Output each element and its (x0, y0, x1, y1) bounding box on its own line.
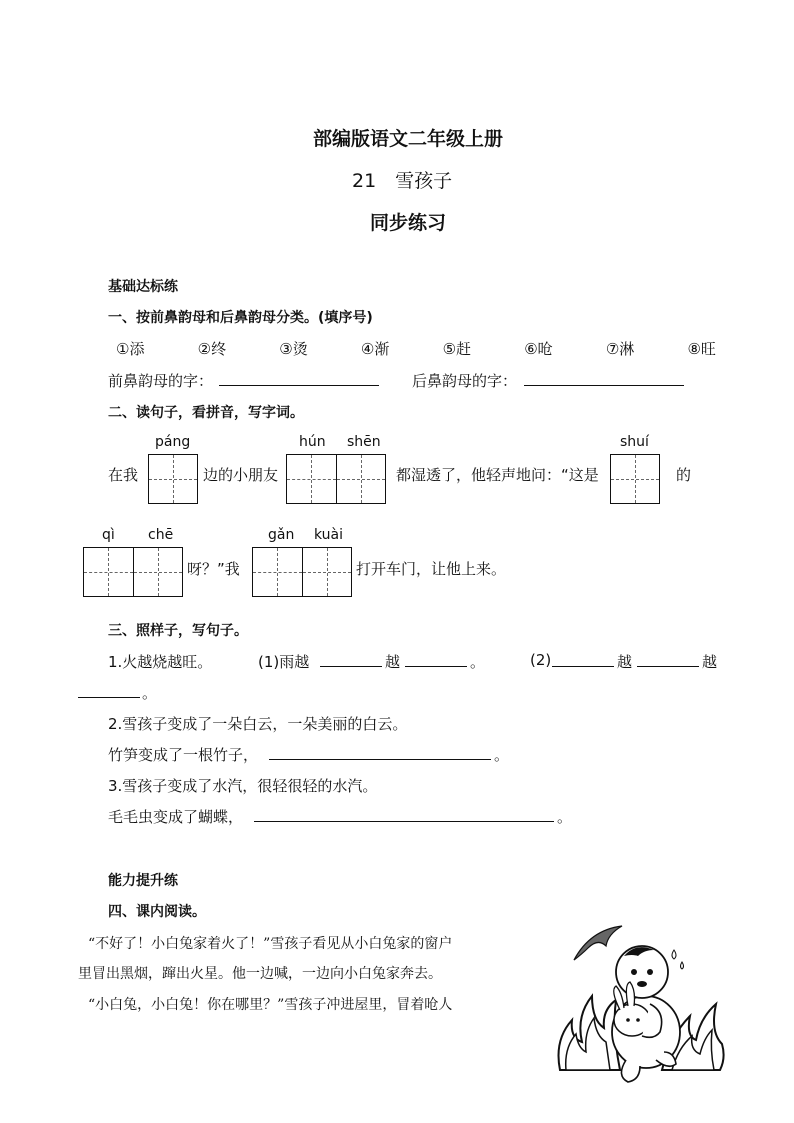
writing-grid-pang[interactable] (148, 454, 198, 504)
q3-item1-blank3[interactable] (552, 666, 614, 667)
q3-item1-part2c: 越 (702, 653, 718, 671)
q2-line1-text3: 都湿透了，他轻声地问：“这是 (396, 466, 599, 484)
q1-option: ②终 (197, 340, 227, 358)
q1-option: ⑥呛 (524, 340, 553, 358)
q3-item1-part2b: 越 (617, 653, 633, 671)
back-nasal-label: 后鼻韵母的字： (412, 372, 518, 390)
q3-item3-prompt: 毛毛虫变成了蝴蝶， (108, 808, 244, 826)
back-nasal-answer-line[interactable] (524, 385, 684, 386)
q3-item2-example: 2.雪孩子变成了一朵白云，一朵美丽的白云。 (108, 715, 408, 733)
pinyin-shui: shuí (620, 434, 649, 450)
q2-line1-text2: 边的小朋友 (203, 466, 279, 484)
q3-item3-end: 。 (557, 808, 573, 826)
q3-item1-blank1[interactable] (320, 666, 382, 667)
q1-option: ⑧旺 (687, 340, 716, 358)
q3-item2-prompt: 竹笋变成了一根竹子， (108, 746, 259, 764)
q3-item2-answer-line[interactable] (269, 759, 491, 760)
q1-option: ⑤赶 (442, 340, 472, 358)
writing-grid-shui[interactable] (610, 454, 660, 504)
pinyin-kuai: kuài (314, 527, 344, 543)
pinyin-pang: páng (155, 434, 191, 450)
q3-item1-end: 。 (142, 684, 158, 702)
pinyin-che: chē (148, 527, 174, 543)
q3-item1-example: 1.火越烧越旺。 (108, 653, 213, 671)
q2-line2-text2: 打开车门，让他上来。 (356, 560, 507, 578)
page-title: 部编版语文二年级上册 (313, 128, 504, 150)
q3-item1-blank4[interactable] (637, 666, 699, 667)
advanced-section-heading: 能力提升练 (108, 873, 178, 889)
q1-option: ①添 (116, 340, 145, 358)
q3-item1-part1c: 。 (470, 653, 486, 671)
q3-item2-end: 。 (494, 746, 510, 764)
q2-line2-text1: 呀？”我 (187, 560, 240, 578)
writing-grid-gankuai[interactable] (252, 547, 352, 597)
q4-heading: 四、课内阅读。 (108, 904, 206, 920)
q3-item1-part1a: (1)雨越 (258, 653, 310, 671)
basic-section-heading: 基础达标练 (108, 279, 178, 295)
pinyin-gan: gǎn (268, 527, 295, 543)
front-nasal-answer-line[interactable] (219, 385, 379, 386)
writing-grid-qiche[interactable] (83, 547, 183, 597)
snow-child-fire-illustration (550, 920, 730, 1090)
q2-line1-text4: 的 (676, 466, 692, 484)
writing-grid-hunshen[interactable] (286, 454, 386, 504)
q3-item1-part2a: (2) (530, 651, 552, 669)
q2-line1-text1: 在我 (108, 466, 139, 484)
q1-option: ③烫 (279, 340, 308, 358)
q1-options (116, 338, 716, 359)
reading-paragraph-1b: 里冒出黑烟，蹿出火星。他一边喊，一边向小白兔家奔去。 (78, 966, 442, 982)
q3-item1-part1b: 越 (385, 653, 401, 671)
lesson-title: 21 雪孩子 (352, 170, 453, 192)
reading-paragraph-2a: “小白兔，小白兔！你在哪里？”雪孩子冲进屋里，冒着呛人 (88, 997, 453, 1013)
q3-heading: 三、照样子，写句子。 (108, 623, 248, 639)
reading-paragraph-1a: “不好了！小白兔家着火了！”雪孩子看见从小白兔家的窗户 (88, 936, 453, 952)
page-subtitle: 同步练习 (370, 212, 447, 234)
pinyin-shen: shēn (347, 434, 381, 450)
q1-option: ⑦淋 (605, 340, 635, 358)
front-nasal-label: 前鼻韵母的字： (108, 372, 214, 390)
q3-item1-blank2[interactable] (405, 666, 467, 667)
q3-item3-example: 3.雪孩子变成了水汽，很轻很轻的水汽。 (108, 777, 378, 795)
q3-item3-answer-line[interactable] (254, 821, 554, 822)
q1-option: ④渐 (360, 340, 390, 358)
pinyin-qi: qì (102, 527, 115, 543)
q3-item1-blank5[interactable] (78, 697, 140, 698)
pinyin-hun: hún (299, 434, 326, 450)
q2-heading: 二、读句子，看拼音，写字词。 (108, 405, 304, 421)
q1-heading: 一、按前鼻韵母和后鼻韵母分类。(填序号) (108, 310, 373, 326)
